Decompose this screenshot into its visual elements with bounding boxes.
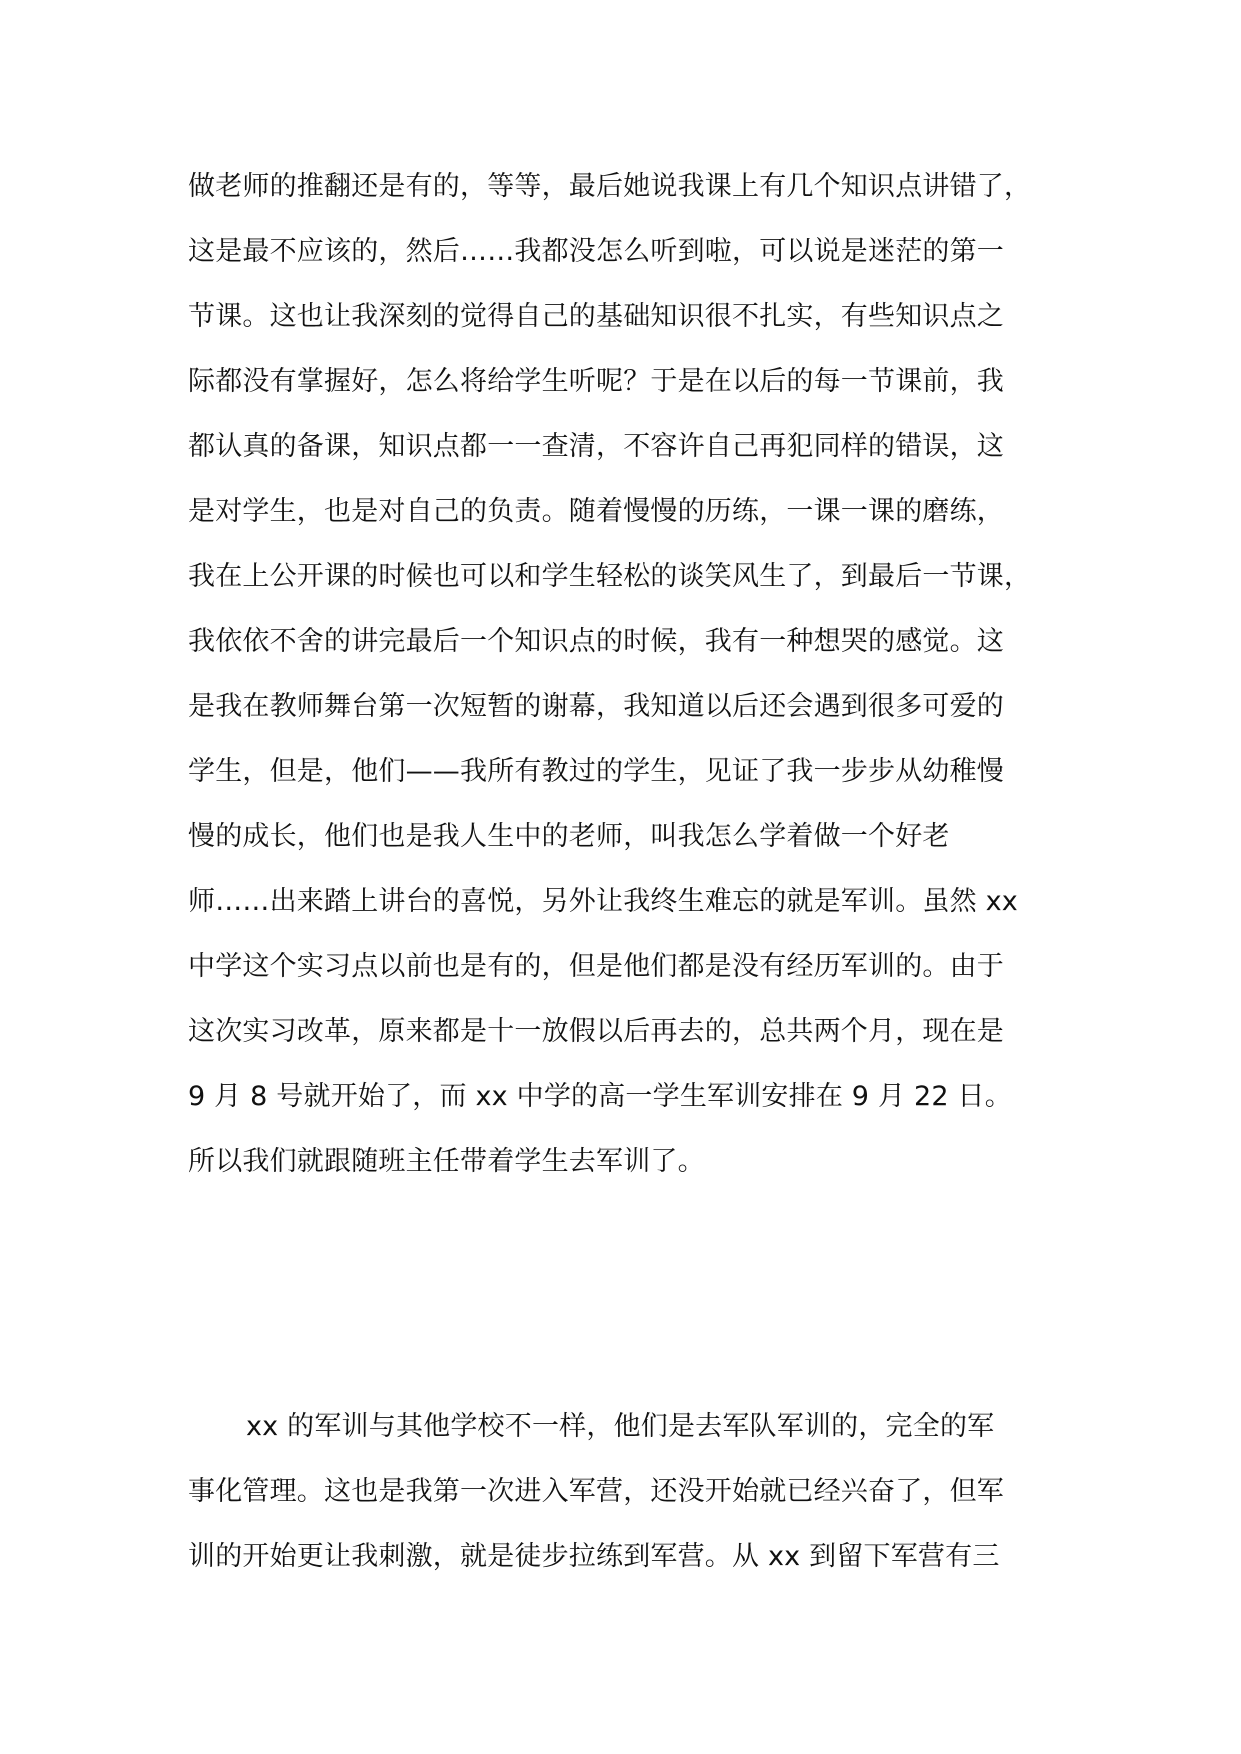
text-line: 这次实习改革，原来都是十一放假以后再去的，总共两个月，现在是 bbox=[188, 1016, 1004, 1047]
text-line: 际都没有掌握好，怎么将给学生听呢？于是在以后的每一节课前，我 bbox=[188, 366, 1004, 397]
text-line: 我在上公开课的时候也可以和学生轻松的谈笑风生了，到最后一节课， bbox=[188, 561, 1032, 592]
text-line: 所以我们就跟随班主任带着学生去军训了。 bbox=[188, 1146, 705, 1177]
text-line: 都认真的备课，知识点都一一查清，不容许自己再犯同样的错误，这 bbox=[188, 431, 1004, 462]
paragraph-2 bbox=[188, 1394, 1068, 1589]
text-line: 做老师的推翻还是有的，等等，最后她说我课上有几个知识点讲错了， bbox=[188, 171, 1032, 202]
text-line: 师……出来踏上讲台的喜悦，另外让我终生难忘的就是军训。虽然 xx bbox=[188, 886, 1018, 917]
text-line: 中学这个实习点以前也是有的，但是他们都是没有经历军训的。由于 bbox=[188, 951, 1004, 982]
text-line: 慢的成长，他们也是我人生中的老师，叫我怎么学着做一个好老 bbox=[188, 821, 950, 852]
text-line: 事化管理。这也是我第一次进入军营，还没开始就已经兴奋了，但军 bbox=[188, 1476, 1004, 1507]
paragraph-1 bbox=[188, 154, 1068, 1194]
text-line: 训的开始更让我刺激，就是徒步拉练到军营。从 xx 到留下军营有三 bbox=[188, 1541, 1000, 1572]
text-line: 节课。这也让我深刻的觉得自己的基础知识很不扎实，有些知识点之 bbox=[188, 301, 1004, 332]
text-line: 学生，但是，他们——我所有教过的学生，见证了我一步步从幼稚慢 bbox=[188, 756, 1004, 787]
text-line: 是我在教师舞台第一次短暂的谢幕，我知道以后还会遇到很多可爱的 bbox=[188, 691, 1004, 722]
text-line: 是对学生，也是对自己的负责。随着慢慢的历练，一课一课的磨练， bbox=[188, 496, 1004, 527]
text-line: 这是最不应该的，然后……我都没怎么听到啦，可以说是迷茫的第一 bbox=[188, 236, 1004, 267]
text-line: xx 的军训与其他学校不一样，他们是去军队军训的，完全的军 bbox=[246, 1411, 995, 1442]
text-line: 我依依不舍的讲完最后一个知识点的时候，我有一种想哭的感觉。这 bbox=[188, 626, 1004, 657]
text-line: 9 月 8 号就开始了，而 xx 中学的高一学生军训安排在 9 月 22 日。 bbox=[188, 1081, 1012, 1112]
